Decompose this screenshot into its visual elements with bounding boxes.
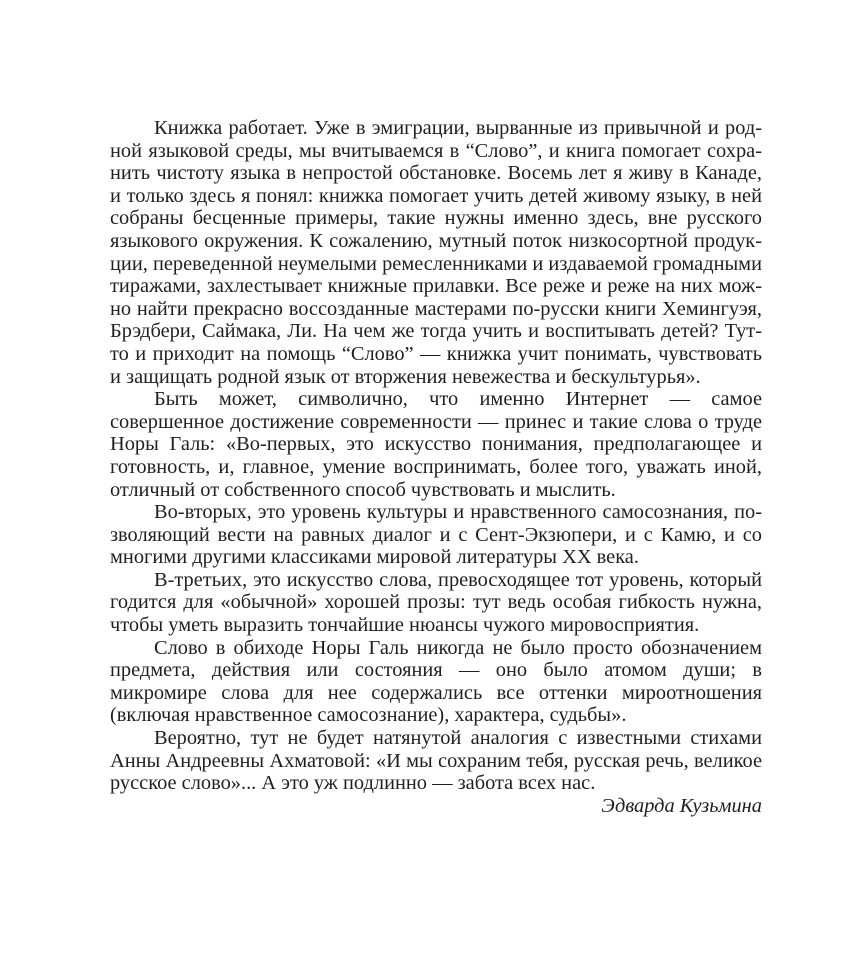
paragraph-4: В-третьих, это искусство слова, превосходящее тот уровень, который годится для «обычной» хорошей прозы: тут ведь особая гибкость нужна, чтобы уметь выразить тончайшие нюансы чужого мировосприятия. (110, 568, 762, 637)
paragraph-2: Быть может, символично, что именно Интернет — самое совершенное достижение современности — принес и такие слова о труде Норы Галь: «Во-первых, это искусство понимания, предполагающее и готовность, и, главное, умение воспринимать, более того, уважать иной, отличный от собственного способ чувствовать и мыслить. (110, 388, 762, 501)
author-signature: Эдварда Кузьмина (601, 794, 762, 817)
paragraph-3: Во-вторых, это уровень культуры и нравственного самосознания, позволяющий вести на равных диалог и с Сент-Экзюпери, и с Камю, и со многими другими классиками мировой литературы XX века. (110, 501, 762, 569)
page-body (110, 117, 762, 817)
paragraph-5: Слово в обиходе Норы Галь никогда не было просто обозначением предмета, действия или состояния — оно было атомом души; в микромире слова для нее содержались все оттенки мироотношения (включая нравственное самосознание), характера, судьбы». (110, 636, 762, 727)
paragraph-6: Вероятно, тут не будет натянутой аналогия с известными стихами Анны Андреевны Ахматовой: «И мы сохраним тебя, русская речь, великое русское слово»... А это уж подлинно — забота всех нас. (110, 727, 762, 795)
paragraph-1: Книжка работает. Уже в эмиграции, вырванные из привычной и родной языковой среды, мы вчитываемся в “Слово”, и книга помогает сохранить чистоту языка в непростой обстановке. Восемь лет я живу в Канаде, и только здесь я понял: книжка помогает учить детей живому языку, в ней собраны бесценные примеры, такие нужны именно здесь, вне русского языкового окружения. К сожалению, мутный поток низкосортной продукции, переведенной неумелыми ремесленниками и издаваемой громадными тиражами, захлестывает книжные прилавки. Все реже и реже на них можно найти прекрасно воссозданные мастерами по-русски книги Хемингуэя, Брэдбери, Саймака, Ли. На чем же тогда учить и воспитывать детей? Тут-то и приходит на помощь “Слово” — книжка учит понимать, чувствовать и защищать родной язык от вторжения невежества и бескультурья». (110, 117, 762, 388)
